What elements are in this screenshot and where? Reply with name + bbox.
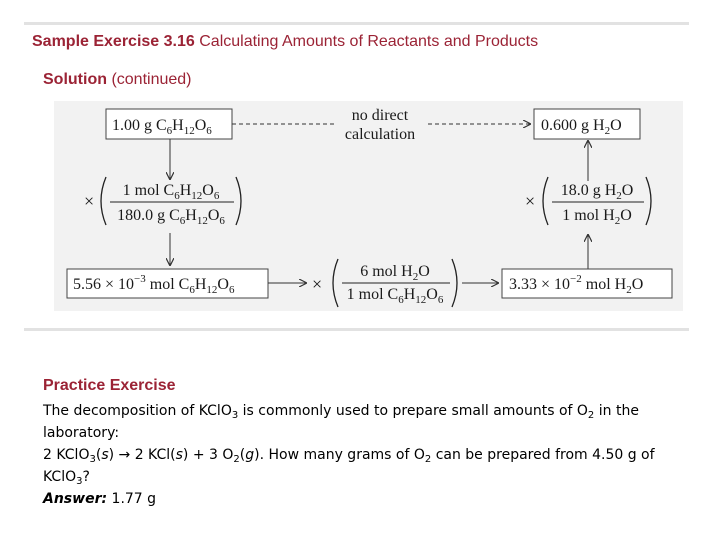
start-mass-text: 1.00 g $C_6H_{12}O_6$ bbox=[112, 117, 212, 137]
practice-question-equation: 2 KClO$_3$(s) → 2 KCl(s) + 3 $O_2(g)$. How many grams of $O_2$ can be prepared from 4.50 g of KClO$_3$? bbox=[43, 447, 655, 487]
factor-right-numerator: 18.0 g $H_2O$ bbox=[560, 182, 634, 202]
section-subtitle bbox=[43, 71, 191, 89]
answer-label: Answer: bbox=[43, 491, 108, 507]
title-bold: Sample Exercise 3.16 bbox=[32, 33, 195, 50]
no-direct-line2: calculation bbox=[344, 126, 416, 143]
factor-mid-denominator: 1 mol $C_6H_{12}O_6$ bbox=[346, 286, 444, 306]
times-mid: × bbox=[312, 274, 323, 294]
moles-water-text: $3.33 \times 10^{-2}$ mol $H_2O$ bbox=[509, 273, 644, 296]
answer-value: 1.77 g bbox=[111, 491, 157, 507]
factor-mid-numerator: 6 mol $H_2O$ bbox=[360, 263, 430, 283]
practice-answer bbox=[43, 488, 683, 510]
subtitle-rest: (continued) bbox=[111, 71, 192, 88]
top-divider bbox=[24, 22, 689, 25]
factor-left-numerator: 1 mol $C_6H_{12}O_6$ bbox=[122, 182, 220, 202]
end-mass-text: 0.600 g $H_2O$ bbox=[541, 117, 622, 137]
factor-right-denominator: 1 mol $H_2O$ bbox=[562, 207, 632, 227]
times-right: × bbox=[525, 191, 536, 211]
paren-left-close bbox=[236, 177, 241, 225]
paren-right-close bbox=[646, 177, 651, 225]
paren-mid-open bbox=[333, 259, 338, 307]
conversion-diagram-svg bbox=[54, 101, 683, 311]
paren-left-open bbox=[101, 177, 106, 225]
page-title bbox=[32, 33, 538, 51]
factor-left-denominator: 180.0 g $C_6H_{12}O_6$ bbox=[117, 207, 225, 227]
practice-heading: Practice Exercise bbox=[43, 377, 176, 394]
bottom-divider bbox=[24, 328, 689, 331]
times-left: × bbox=[84, 191, 95, 211]
moles-glucose-text: $5.56 \times 10^{-3}$ mol $C_6H_{12}O_6$ bbox=[73, 273, 235, 296]
title-rest: Calculating Amounts of Reactants and Products bbox=[199, 33, 539, 50]
subtitle-bold: Solution bbox=[43, 71, 107, 88]
paren-right-open bbox=[543, 177, 548, 225]
paren-mid-close bbox=[452, 259, 457, 307]
practice-body bbox=[43, 400, 683, 510]
conversion-diagram bbox=[54, 101, 683, 311]
no-direct-line1: no direct bbox=[351, 107, 409, 124]
practice-question-intro: The decomposition of KClO$_3$ is commonly used to prepare small amounts of $O_2$ in the laboratory: bbox=[43, 403, 639, 441]
